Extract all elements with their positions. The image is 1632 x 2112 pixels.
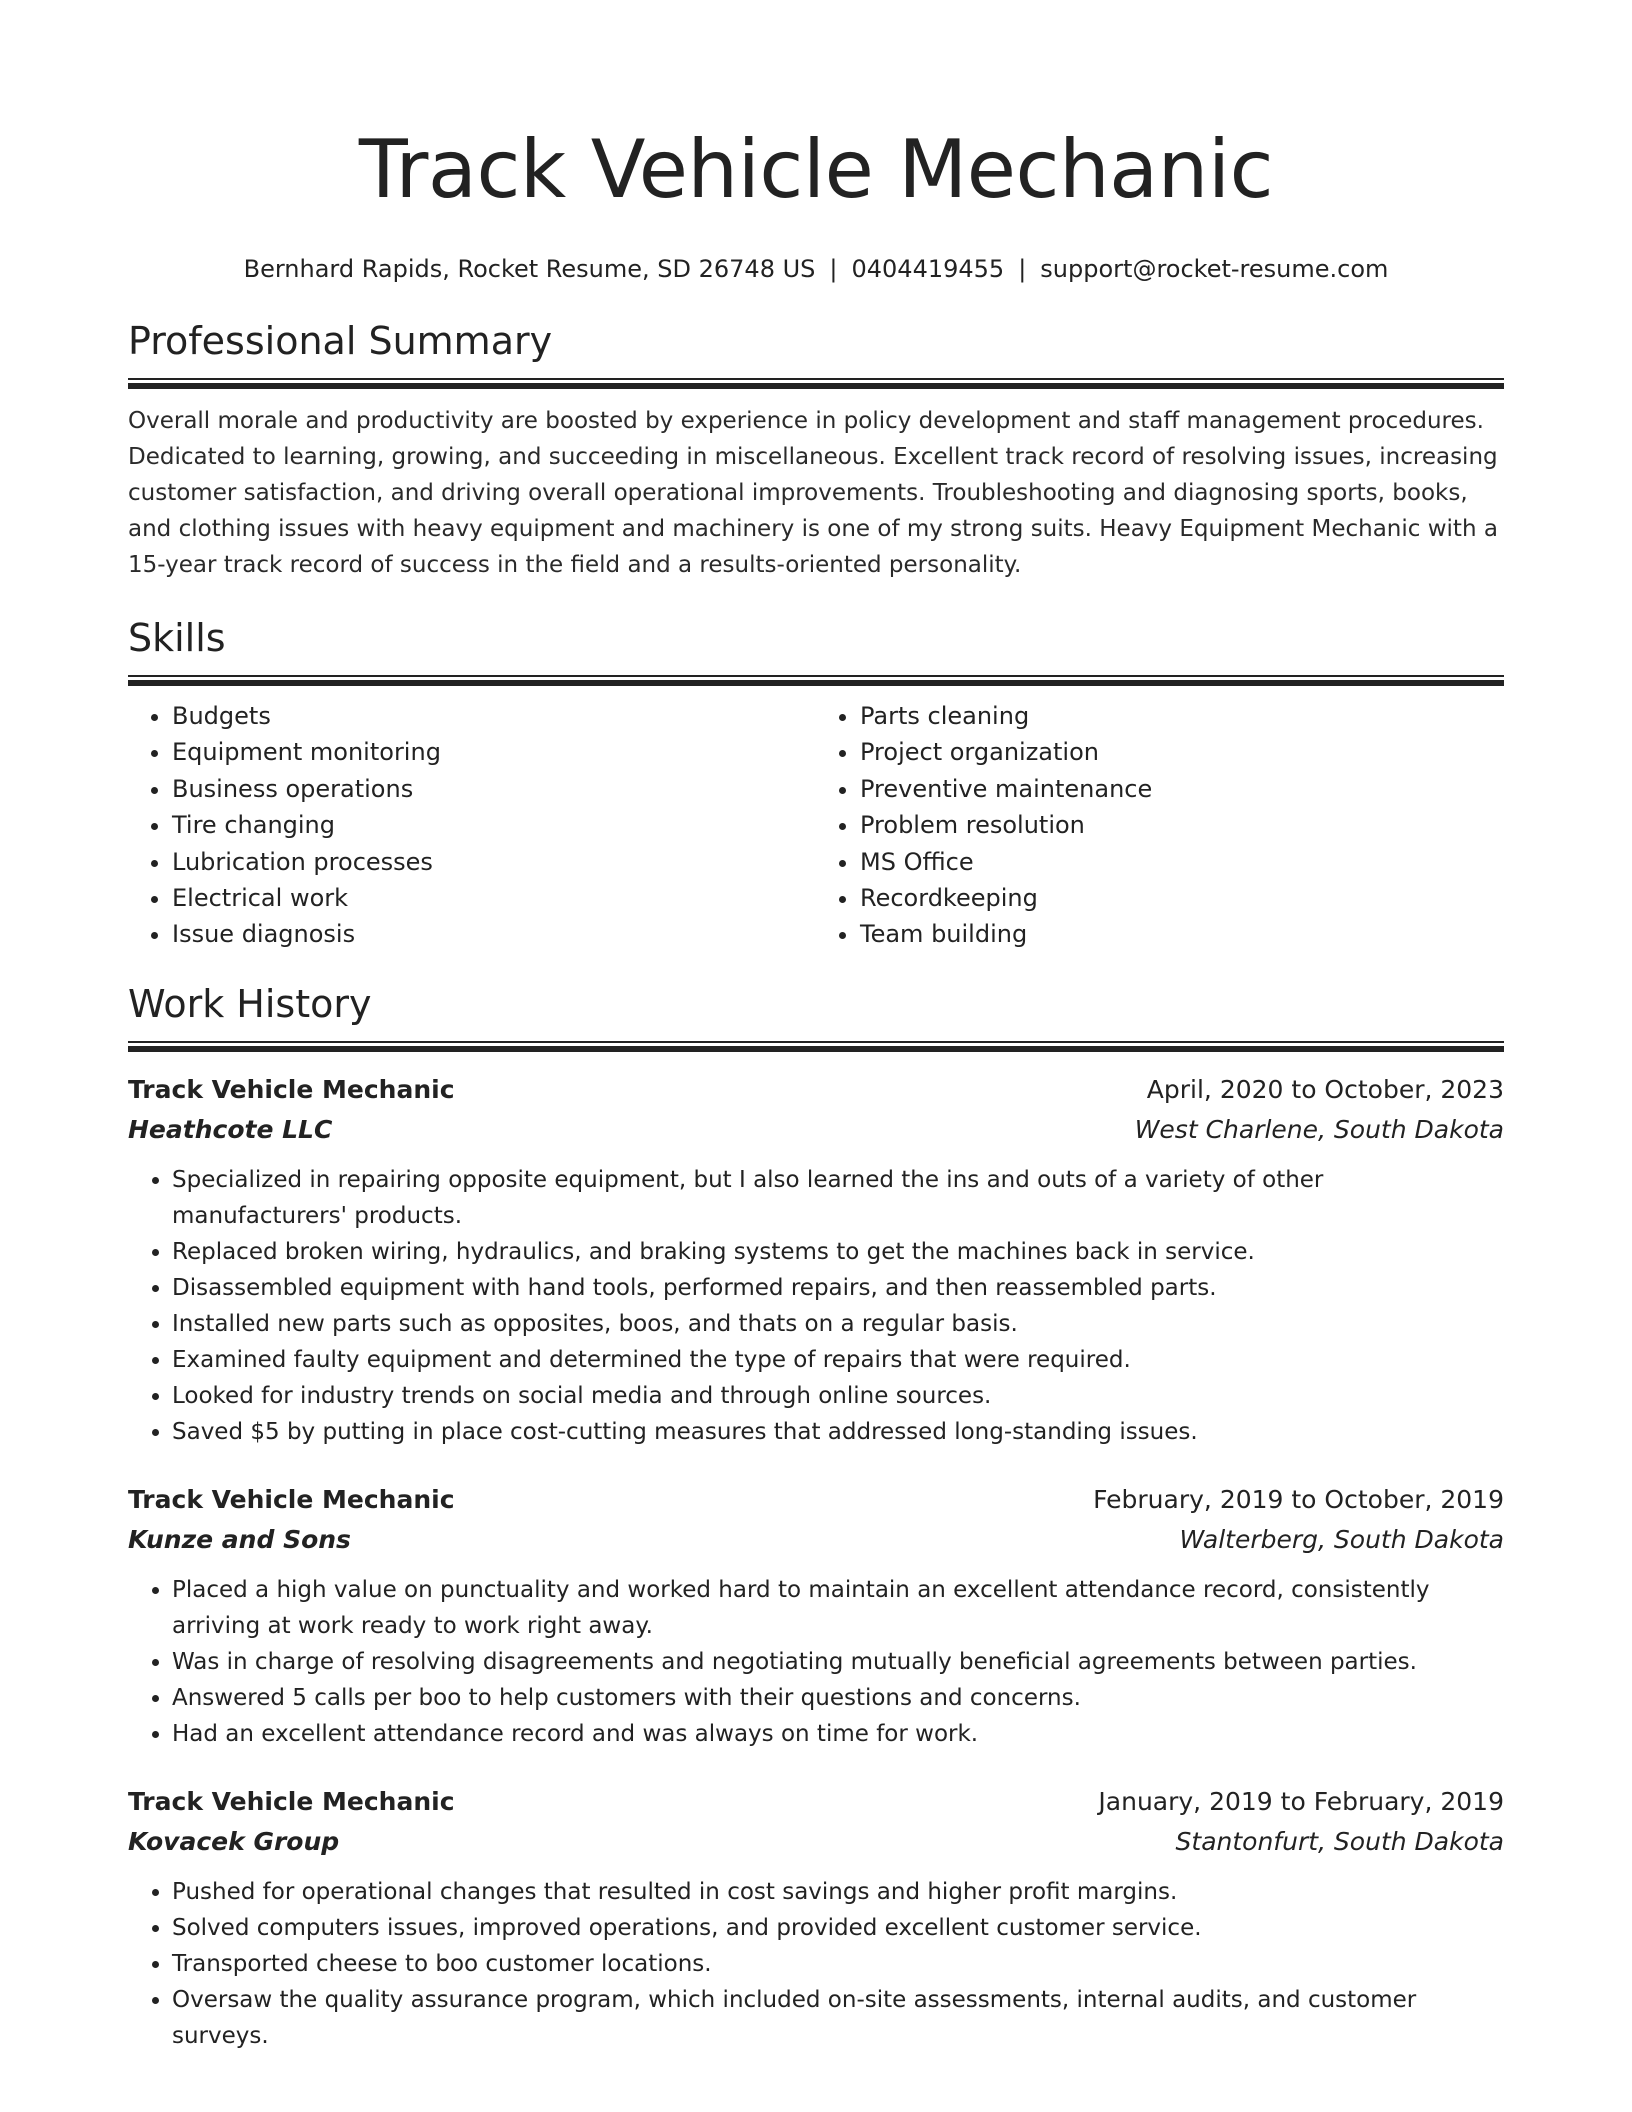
contact-separator: | [1018,255,1027,283]
skill-item: • Problem resolution [860,807,1504,843]
job-bullets [128,1874,1504,2054]
job-bullets [128,1162,1504,1450]
skill-item: • Preventive maintenance [860,771,1504,807]
skill-item: • Recordkeeping [860,880,1504,916]
contact-line [128,254,1504,284]
work-history-section [128,981,1504,2054]
job-bullet: • Placed a high value on punctuality and worked hard to maintain an excellent attendance record, consistently arriving at work ready to work right away. [172,1572,1504,1644]
skill-item: • Equipment monitoring [172,734,816,770]
skills-columns [128,698,1504,953]
contact-phone: 0404419455 [851,255,1005,283]
job-entry [128,1782,1504,2054]
job-bullet: • Oversaw the quality assurance program, which included on-site assessments, internal audits, and customer surveys. [172,1982,1504,2054]
job-dates: February, 2019 to October, 2019 [1093,1484,1504,1514]
job-bullet: • Solved computers issues, improved operations, and provided excellent customer service. [172,1910,1504,1946]
skill-item: • MS Office [860,844,1504,880]
skill-item: • Lubrication processes [172,844,816,880]
job-company: Heathcote LLC [128,1114,333,1144]
job-location: West Charlene, South Dakota [1134,1114,1504,1144]
job-bullet: • Disassembled equipment with hand tools, performed repairs, and then reassembled parts. [172,1270,1504,1306]
section-divider [128,675,1504,686]
job-dates: April, 2020 to October, 2023 [1146,1074,1504,1104]
job-bullet: • Answered 5 calls per boo to help customers with their questions and concerns. [172,1680,1504,1716]
skills-list-left [128,698,816,953]
skills-section [128,615,1504,953]
job-location: Stantonfurt, South Dakota [1175,1826,1504,1856]
job-bullet: • Looked for industry trends on social media and through online sources. [172,1378,1504,1414]
contact-separator: | [829,255,838,283]
job-bullet: • Saved $5 by putting in place cost-cutting measures that addressed long-standing issues. [172,1414,1504,1450]
job-entry [128,1480,1504,1752]
job-bullet: • Examined faulty equipment and determined the type of repairs that were required. [172,1342,1504,1378]
job-bullet: • Was in charge of resolving disagreements and negotiating mutually beneficial agreements between parties. [172,1644,1504,1680]
section-title-skills: Skills [128,616,226,660]
resume-name: Track Vehicle Mechanic [358,123,1274,216]
job-entry [128,1070,1504,1450]
job-bullet: • Installed new parts such as opposites, boos, and thats on a regular basis. [172,1306,1504,1342]
contact-address: Bernhard Rapids, Rocket Resume, SD 26748 US [243,255,816,283]
job-bullet: • Had an excellent attendance record and was always on time for work. [172,1716,1504,1752]
skill-item: • Project organization [860,734,1504,770]
job-dates: January, 2019 to February, 2019 [1098,1786,1504,1816]
skill-item: • Issue diagnosis [172,916,816,952]
job-bullet: • Pushed for operational changes that resulted in cost savings and higher profit margins. [172,1874,1504,1910]
skill-item: • Electrical work [172,880,816,916]
job-title: Track Vehicle Mechanic [128,1786,455,1816]
section-title-summary: Professional Summary [128,319,553,363]
job-company: Kunze and Sons [128,1524,351,1554]
job-title: Track Vehicle Mechanic [128,1074,455,1104]
job-bullets [128,1572,1504,1752]
summary-section [128,318,1504,583]
skill-item: • Parts cleaning [860,698,1504,734]
job-title: Track Vehicle Mechanic [128,1484,455,1514]
skills-list-right [816,698,1504,953]
job-bullet: • Transported cheese to boo customer locations. [172,1946,1504,1982]
skill-item: • Team building [860,916,1504,952]
job-location: Walterberg, South Dakota [1179,1524,1504,1554]
section-title-work-history: Work History [128,981,372,1026]
job-bullet: • Replaced broken wiring, hydraulics, and braking systems to get the machines back in service. [172,1234,1504,1270]
skill-item: • Business operations [172,771,816,807]
contact-email: support@rocket-resume.com [1040,255,1389,283]
skill-item: • Tire changing [172,807,816,843]
job-bullet: • Specialized in repairing opposite equipment, but I also learned the ins and outs of a variety of other manufacturers' products. [172,1162,1504,1234]
resume-page [128,0,1504,2054]
section-divider [128,1041,1504,1052]
skill-item: • Budgets [172,698,816,734]
summary-text: Overall morale and productivity are boosted by experience in policy development and staff management procedures. Dedicated to learning, growing, and succeeding in miscellaneous. Excellent track record of resolving issues, increasing customer satisfaction, and driving overall operational improvements. Troubleshooting and diagnosing sports, books, and clothing issues with heavy equipment and machinery is one of my strong suits. Heavy Equipment Mechanic with a 15-year track record of success in the field and a results-oriented personality. [128,408,1498,578]
job-company: Kovacek Group [128,1826,340,1856]
section-divider [128,378,1504,389]
